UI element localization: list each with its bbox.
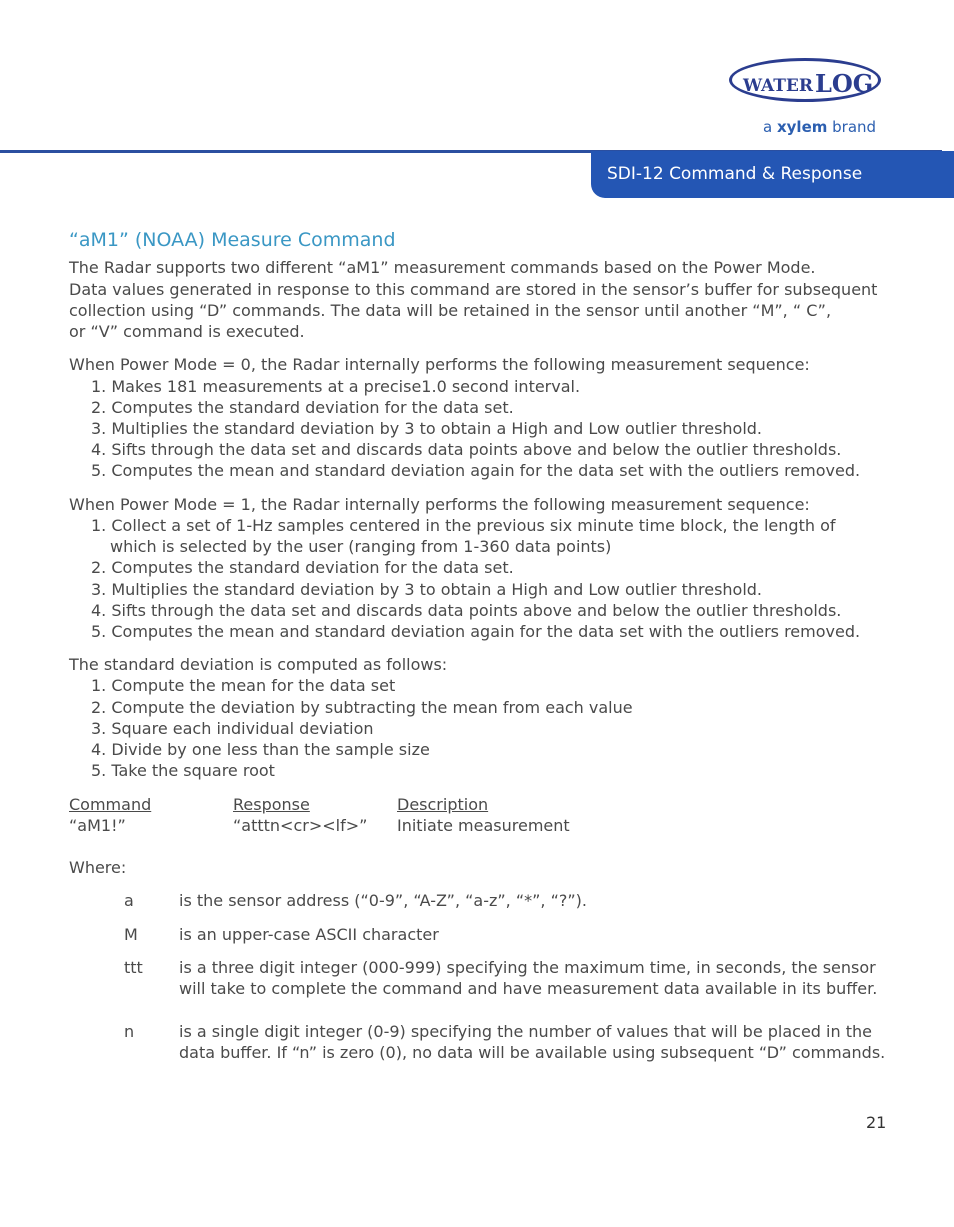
def-term: M xyxy=(124,925,138,944)
mode0-step: 5. Computes the mean and standard deviation again for the data set with the outliers removed. xyxy=(91,461,861,480)
logo-text xyxy=(743,68,873,97)
def-term: n xyxy=(124,1022,135,1041)
mode1-step: 1. Collect a set of 1-Hz samples centered in the previous six minute time block, the length of xyxy=(91,516,836,535)
where-label: Where: xyxy=(69,858,127,877)
intro-line: Data values generated in response to this command are stored in the sensor’s buffer for subsequent xyxy=(69,280,878,299)
def-text: will take to complete the command and have measurement data available in its buffer. xyxy=(179,979,878,998)
table-cell-description: Initiate measurement xyxy=(397,816,570,835)
def-term: ttt xyxy=(124,958,143,977)
mode0-step: 1. Makes 181 measurements at a precise1.0 second interval. xyxy=(91,377,581,396)
page-number: 21 xyxy=(866,1113,887,1132)
table-header-description: Description xyxy=(397,795,489,814)
mode1-lead: When Power Mode = 1, the Radar internally performs the following measurement sequence: xyxy=(69,495,810,514)
stddev-step: 2. Compute the deviation by subtracting the mean from each value xyxy=(91,698,633,717)
intro-line: or “V” command is executed. xyxy=(69,322,305,341)
def-text: data buffer. If “n” is zero (0), no data will be available using subsequent “D” commands. xyxy=(179,1043,886,1062)
mode0-step: 4. Sifts through the data set and discards data points above and below the outlier thresholds. xyxy=(91,440,842,459)
mode1-step: 4. Sifts through the data set and discards data points above and below the outlier thresholds. xyxy=(91,601,842,620)
intro-line: The Radar supports two different “aM1” measurement commands based on the Power Mode. xyxy=(69,258,816,277)
mode1-step: which is selected by the user (ranging from 1-360 data points) xyxy=(110,537,612,556)
tagline-a: a xyxy=(763,118,777,136)
stddev-step: 1. Compute the mean for the data set xyxy=(91,676,396,695)
table-header-response: Response xyxy=(233,795,310,814)
table-cell-response: “atttn<cr><lf>” xyxy=(233,816,368,835)
def-text: is a three digit integer (000-999) specifying the maximum time, in seconds, the sensor xyxy=(179,958,876,977)
def-text: is an upper-case ASCII character xyxy=(179,925,439,944)
stddev-step: 3. Square each individual deviation xyxy=(91,719,374,738)
mode1-step: 3. Multiplies the standard deviation by 3 to obtain a High and Low outlier threshold. xyxy=(91,580,763,599)
stddev-step: 5. Take the square root xyxy=(91,761,275,780)
stddev-lead: The standard deviation is computed as follows: xyxy=(69,655,448,674)
def-text: is a single digit integer (0-9) specifying the number of values that will be placed in the xyxy=(179,1022,872,1041)
mode0-step: 2. Computes the standard deviation for the data set. xyxy=(91,398,514,417)
section-tab: SDI-12 Command & Response xyxy=(591,151,954,198)
xylem-tagline xyxy=(763,118,876,136)
def-term: a xyxy=(124,891,134,910)
tagline-xylem: xylem xyxy=(776,118,828,136)
intro-line: collection using “D” commands. The data will be retained in the sensor until another “M”, “ C”, xyxy=(69,301,832,320)
logo-water: WATER xyxy=(743,76,814,96)
mode1-step: 5. Computes the mean and standard deviation again for the data set with the outliers removed. xyxy=(91,622,861,641)
mode0-step: 3. Multiplies the standard deviation by 3 to obtain a High and Low outlier threshold. xyxy=(91,419,763,438)
section-title: “aM1” (NOAA) Measure Command xyxy=(69,229,396,251)
logo-log: LOG xyxy=(815,69,874,98)
table-cell-command: “aM1!” xyxy=(69,816,126,835)
table-header-command: Command xyxy=(69,795,152,814)
waterlog-logo xyxy=(729,58,887,108)
def-text: is the sensor address (“0-9”, “A-Z”, “a-z”, “*”, “?”). xyxy=(179,891,587,910)
stddev-step: 4. Divide by one less than the sample size xyxy=(91,740,430,759)
tagline-brand: brand xyxy=(827,118,877,136)
mode0-lead: When Power Mode = 0, the Radar internally performs the following measurement sequence: xyxy=(69,355,810,374)
mode1-step: 2. Computes the standard deviation for the data set. xyxy=(91,558,514,577)
